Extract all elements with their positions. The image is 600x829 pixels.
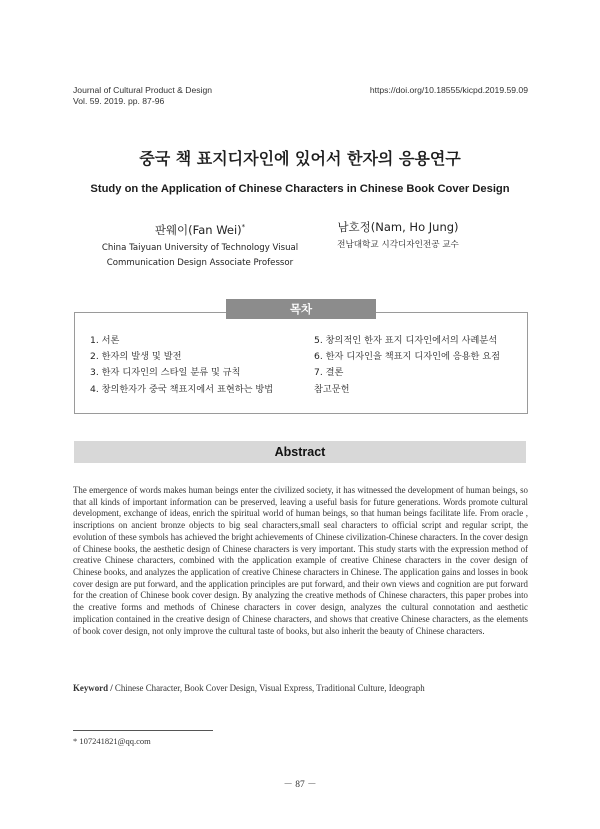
affiliation-line: Communication Design Associate Professor — [106, 257, 294, 268]
footnote-mark: * — [73, 736, 78, 746]
toc-label: 목차 — [226, 299, 376, 319]
toc-item: 4. 창의한자가 중국 책표지에서 표현하는 방법 — [90, 383, 274, 395]
toc-item: 1. 서론 — [90, 335, 120, 346]
journal-name: Journal of Cultural Product & Design — [73, 85, 213, 95]
affiliation-line: 전남대학교 시각디자인전공 교수 — [337, 240, 459, 250]
keywords-label: Keyword / — [73, 683, 113, 693]
keywords — [73, 683, 528, 693]
keywords-text: Chinese Character, Book Cover Design, Visual Express, Traditional Culture, Ideograph — [114, 683, 425, 693]
author-affiliation — [80, 241, 320, 271]
author-1 — [80, 219, 320, 271]
doi-link[interactable]: https://doi.org/10.18555/kicpd.2019.59.09 — [369, 85, 528, 95]
page-number: － 87 － — [283, 780, 317, 790]
abstract-body: The emergence of words makes human beings enter the civilized society, it has witnessed the development of human beings, so that all kinds of important information can be preserved, leaving a useful basis for future generations. Words promote cultural development, exchange of ideas, enrich the spiritual world of human beings, so that human beings facilitate life. From oracle , inscriptions on ancient bronze objects to big seal characters,small seal characters to official script and regular script, the evolution of these symbols has achieved the bright achievements of Chinese civilization-Chinese characters. In the cover design of Chinese books, the aesthetic design of Chinese characters is very important. This study starts with the expression method of creative Chinese characters, combined with the application example of creative Chinese characters in the cover design of Chinese books, and analyzes the application of creative Chinese characters in Chinese. The application gains and losses in book cover design are put forward, and the application principles are put forward, and their own views and cognition are put forward for the creation of Chinese book cover design. By analyzing the creative methods of Chinese characters, this paper probes into the creative forms and methods of Chinese characters in cover design, analyzes the cultural connotation and aesthetic implication contained in the creative design of Chinese characters, and shows that creative Chinese characters, as the elements of book cover design, not only improve the cultural taste of books, but also inherit the beauty of Chinese characters. — [73, 485, 528, 636]
english-title: Study on the Application of Chinese Characters in Chinese Book Cover Design — [90, 183, 510, 195]
abstract-heading: Abstract — [274, 445, 326, 459]
toc-item: 2. 한자의 발생 및 발전 — [90, 351, 182, 363]
author-name: 판웨이(Fan Wei)* — [154, 222, 246, 237]
footnote-rule — [73, 730, 213, 731]
toc-item: 6. 한자 디자인을 책표지 디자인에 응용한 요점 — [314, 351, 501, 363]
toc-column-right — [314, 333, 500, 398]
footnote-email: 107241821@qq.com — [79, 736, 151, 746]
affiliation-line: China Taiyuan University of Technology Visual — [101, 242, 299, 253]
toc-item: 참고문헌 — [314, 383, 350, 395]
author-affiliation — [318, 238, 478, 253]
author-2 — [318, 219, 478, 253]
toc-item: 7. 결론 — [314, 367, 344, 379]
journal-info — [73, 85, 212, 107]
author-name: 남호정(Nam, Ho Jung) — [337, 220, 459, 234]
footnote — [73, 736, 151, 746]
author-footnote-mark: * — [241, 223, 246, 231]
journal-volume: Vol. 59. 2019. pp. 87-96 — [73, 96, 165, 106]
toc-item: 3. 한자 디자인의 스타일 분류 및 규칙 — [90, 367, 241, 379]
korean-title: 중국 책 표지디자인에 있어서 한자의 응용연구 — [139, 149, 461, 168]
toc-item: 5. 창의적인 한자 표지 디자인에서의 사례분석 — [314, 335, 498, 346]
abstract-heading-bar — [74, 441, 526, 463]
toc-column-left — [90, 333, 273, 398]
